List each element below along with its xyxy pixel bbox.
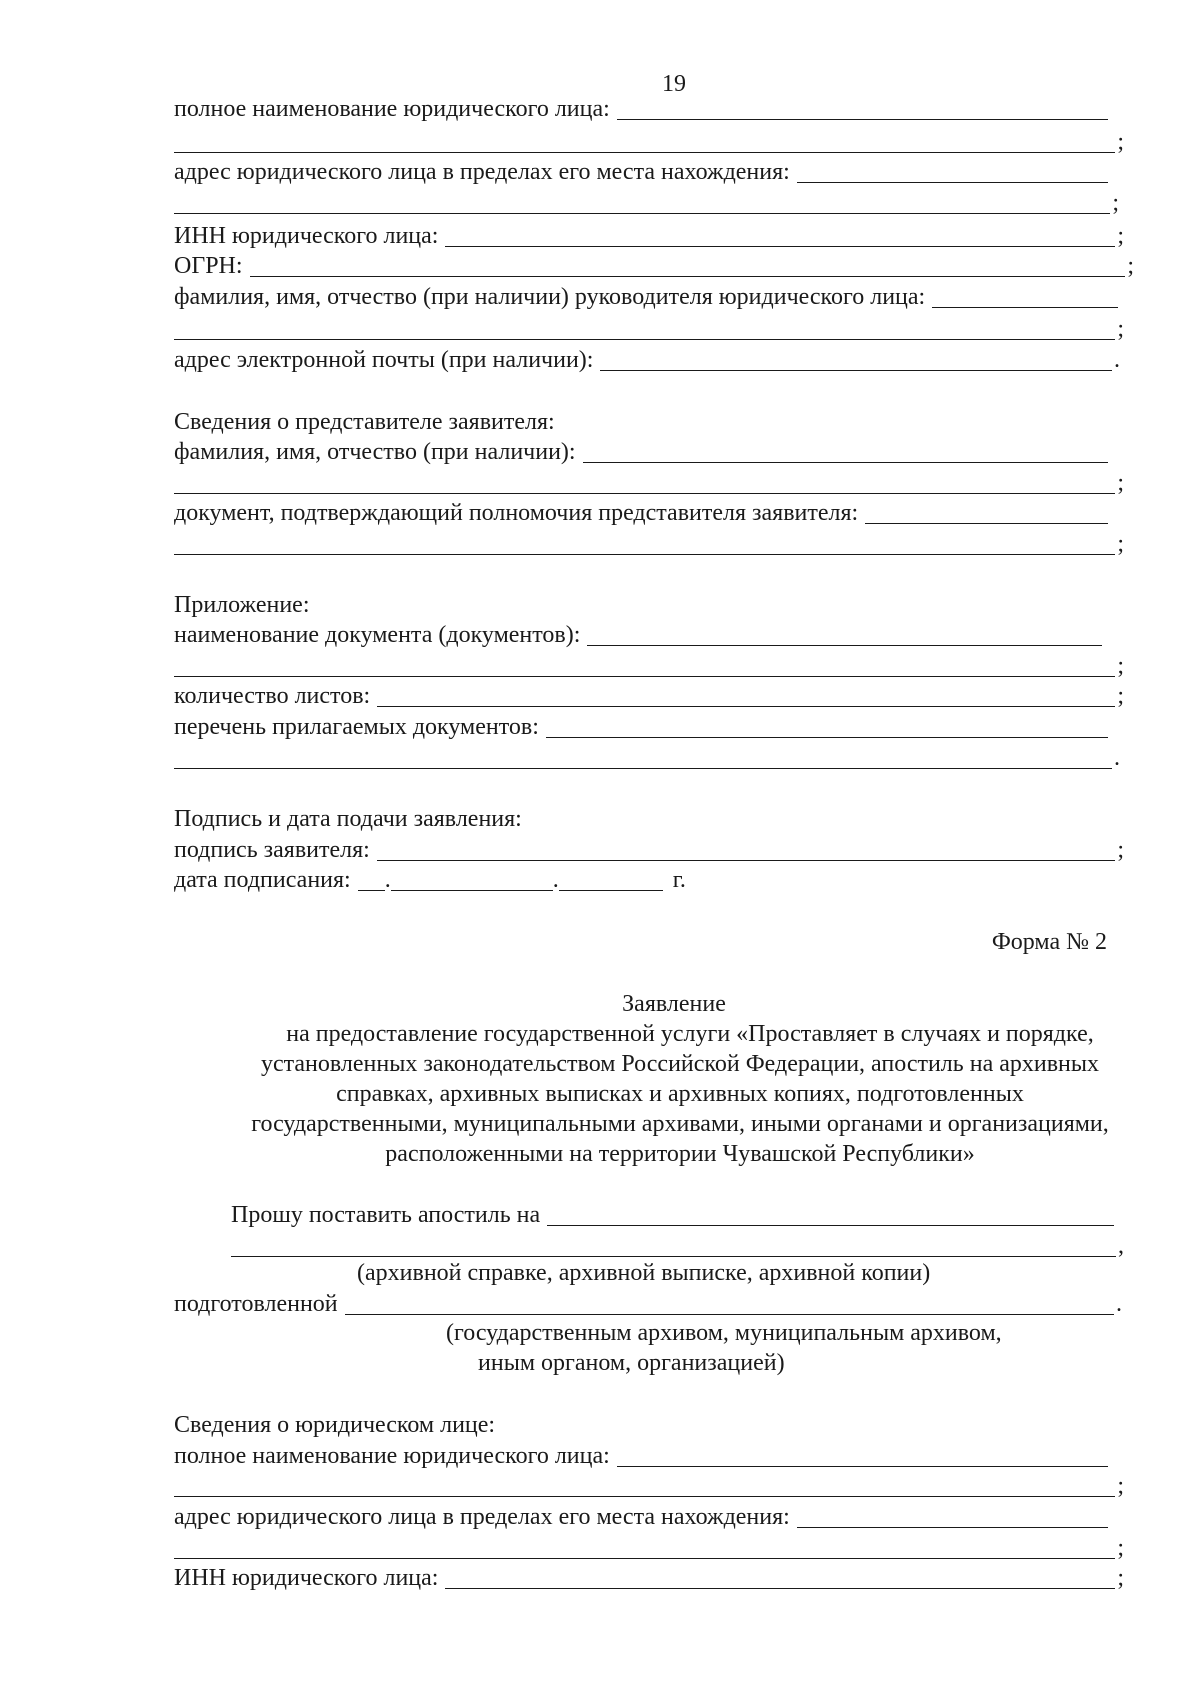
full-name-label: полное наименование юридического лица: — [174, 96, 610, 122]
full-name-field-2[interactable] — [174, 129, 1115, 153]
form-title: Заявление — [622, 991, 726, 1017]
f2-full-name-line-2: ; — [174, 1471, 1124, 1501]
rep-document-field-2[interactable] — [174, 531, 1115, 555]
f2-full-name-line — [174, 1441, 1108, 1471]
f2-inn-label: ИНН юридического лица: — [174, 1565, 439, 1591]
email-field[interactable] — [600, 347, 1112, 371]
subtitle-line-2: установленных законодательством Российской Федерации, апостиль на архивных — [260, 1051, 1100, 1077]
subtitle-line-1: на предоставление государственной услуги «Проставляет в случаях и порядке, — [286, 1021, 1094, 1047]
representative-heading: Сведения о представителе заявителя: — [174, 409, 555, 435]
f2-address-label: адрес юридического лица в пределах его места нахождения: — [174, 1504, 790, 1530]
inn-line: ИНН юридического лица: ; — [174, 223, 1124, 249]
rep-fio-field-2[interactable] — [174, 470, 1115, 494]
subtitle-line-4: государственными, муниципальными архивами, иными органами и организациями, — [251, 1111, 1109, 1137]
sign-field[interactable] — [377, 837, 1116, 861]
form-number: Форма № 2 — [991, 929, 1107, 955]
rep-document-field[interactable] — [865, 500, 1108, 524]
prepared-label: подготовленной — [174, 1291, 338, 1317]
f2-full-name-field-2[interactable] — [174, 1473, 1115, 1497]
head-name-label: фамилия, имя, отчество (при наличии) руководителя юридического лица: — [174, 284, 926, 310]
year-suffix: г. — [672, 867, 686, 893]
rep-document-label: документ, подтверждающий полномочия представителя заявителя: — [174, 500, 859, 526]
f2-address-line — [174, 1502, 1108, 1532]
sign-line: подпись заявителя: ; — [174, 837, 1124, 863]
full-name-line — [174, 94, 1108, 124]
doc-name-field[interactable] — [587, 622, 1102, 646]
sign-label: подпись заявителя: — [174, 837, 370, 863]
address-field-2[interactable] — [174, 190, 1110, 214]
head-name-line-2: ; — [174, 314, 1124, 344]
signature-heading: Подпись и дата подачи заявления: — [174, 806, 522, 832]
date-year-field[interactable] — [559, 867, 663, 891]
hint-organization-1: (государственным архивом, муниципальным архивом, — [446, 1320, 1002, 1346]
date-day-field[interactable] — [358, 867, 385, 891]
attach-list-label: перечень прилагаемых документов: — [174, 714, 539, 740]
rep-document-line — [174, 498, 1108, 528]
doc-name-label: наименование документа (документов): — [174, 622, 581, 648]
subtitle-line-3: справках, архивных выписках и архивных копиях, подготовленных — [336, 1081, 1024, 1107]
attach-list-line — [174, 712, 1108, 742]
address-line-2: ; — [174, 188, 1119, 218]
f2-inn-field[interactable] — [445, 1565, 1115, 1589]
f2-address-field-2[interactable] — [174, 1535, 1115, 1559]
ogrn-label: ОГРН: — [174, 253, 243, 279]
request-field-2[interactable] — [231, 1233, 1116, 1257]
prepared-field[interactable] — [345, 1291, 1114, 1315]
address-field[interactable] — [797, 159, 1108, 183]
attach-list-field[interactable] — [546, 714, 1108, 738]
ogrn-field[interactable] — [250, 253, 1126, 277]
attach-list-line-2: . — [174, 743, 1120, 773]
address-label: адрес юридического лица в пределах его места нахождения: — [174, 159, 790, 185]
sheets-field[interactable] — [377, 683, 1115, 707]
page-number: 19 — [662, 71, 686, 97]
head-name-line — [174, 282, 1118, 312]
hint-organization-2: иным органом, организацией) — [478, 1350, 785, 1376]
sheets-label: количество листов: — [174, 683, 371, 709]
subtitle-line-5: расположенными на территории Чувашской Республики» — [385, 1141, 975, 1167]
request-line-2: , — [231, 1231, 1124, 1261]
sheets-line: количество листов: ; — [174, 683, 1124, 709]
head-name-field[interactable] — [932, 284, 1118, 308]
inn-field[interactable] — [445, 223, 1115, 247]
request-label: Прошу поставить апостиль на — [231, 1202, 541, 1228]
doc-name-line — [174, 620, 1102, 650]
date-label: дата подписания: — [174, 867, 351, 893]
head-name-field-2[interactable] — [174, 316, 1115, 340]
email-line: адрес электронной почты (при наличии): . — [174, 347, 1120, 373]
rep-fio-label: фамилия, имя, отчество (при наличии): — [174, 439, 576, 465]
request-line — [231, 1200, 1114, 1230]
attach-list-field-2[interactable] — [174, 745, 1112, 769]
rep-fio-line-2: ; — [174, 468, 1124, 498]
hint-document-type: (архивной справке, архивной выписке, архивной копии) — [357, 1260, 931, 1286]
full-name-line-2: ; — [174, 127, 1124, 157]
doc-name-line-2: ; — [174, 651, 1124, 681]
address-line — [174, 157, 1108, 187]
request-field[interactable] — [547, 1202, 1114, 1226]
attachment-heading: Приложение: — [174, 592, 310, 618]
inn-label: ИНН юридического лица: — [174, 223, 439, 249]
email-label: адрес электронной почты (при наличии): — [174, 347, 594, 373]
date-line: дата подписания: . . г. — [174, 867, 686, 893]
date-month-field[interactable] — [391, 867, 553, 891]
rep-fio-line — [174, 437, 1108, 467]
prepared-line: подготовленной . — [174, 1291, 1122, 1317]
legal-entity-heading: Сведения о юридическом лице: — [174, 1412, 496, 1438]
f2-full-name-label: полное наименование юридического лица: — [174, 1443, 610, 1469]
rep-document-line-2: ; — [174, 529, 1124, 559]
f2-address-field[interactable] — [797, 1504, 1108, 1528]
doc-name-field-2[interactable] — [174, 653, 1115, 677]
f2-full-name-field[interactable] — [617, 1443, 1108, 1467]
f2-address-line-2: ; — [174, 1533, 1124, 1563]
full-name-field[interactable] — [617, 96, 1108, 120]
rep-fio-field[interactable] — [583, 439, 1108, 463]
ogrn-line: ОГРН: ; — [174, 253, 1134, 279]
f2-inn-line: ИНН юридического лица: ; — [174, 1565, 1124, 1591]
